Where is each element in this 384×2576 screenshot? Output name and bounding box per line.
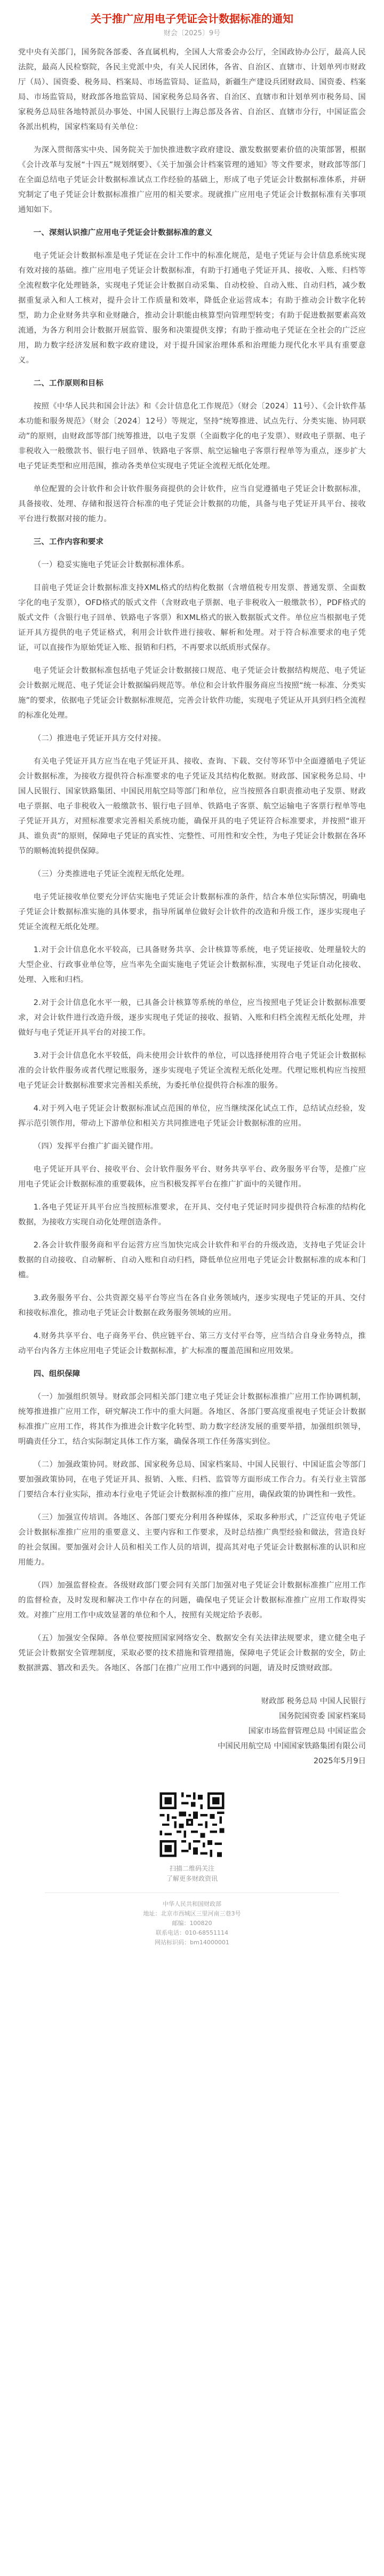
signature-line-1: 财政部 税务总局 中国人民银行	[261, 1697, 366, 1706]
section-3-sub-3-item-2: 2.对于会计信息化水平一般，已具备会计核算等系统的单位，应当按照电子凭证会计数据标准要求，对会计软件进行改造升级，逐步实现电子凭证的接收、报销、入账和归档全流程无纸化处理，并做好与电子凭证开具平台的对接工作。	[18, 999, 366, 1037]
section-3-sub-4-heading: （四）发挥平台推广扩面关键作用。	[33, 1142, 158, 1151]
section-2-paragraph-2: 单位配置的会计软件和会计软件服务商提供的会计软件，应当自觉遵循电子凭证会计数据标准，具备接收、处理、存储和报送符合标准的电子凭证会计数据的功能，具备与电子凭证开具平台、接收平台进行数据对接的能力。	[18, 485, 366, 523]
section-3-sub-3-item-4: 4.对于列入电子凭证会计数据标准试点范围的单位，应当继续深化试点工作，总结试点经验，发挥示范引领作用，带动上下游单位和相关方共同推进电子凭证会计数据标准的应用。	[18, 1104, 366, 1128]
section-1-heading: 一、深刻认识推广应用电子凭证会计数据标准的意义	[33, 229, 213, 237]
salutation: 党中央有关部门，国务院各部委、各直属机构，全国人大常委会办公厅，全国政协办公厅，最高人民法院，最高人民检察院，各民主党派中央，有关人民团体，各省、自治区、直辖市、计划单列市财政厅（局）、国资委、税务局、档案局、市场监管局、证监局，新疆生产建设兵团财政局、国资委、档案局、市场监管局，财政部各地监管局、国家税务总局各省、自治区、直辖市和计划单列市税务局、国家税务总局驻各地特派员办事处、中国人民银行上海总部及各省、自治区、直辖市分行，中国证监会各派出机构，国家档案局有关单位：	[18, 48, 366, 131]
section-4-item-2: （二）加强政策协同。财政部、国家税务总局、国家档案局、中国人民银行、中国证监会等部门要加强政策协同，在电子凭证开具、报销、入账、归档、监管等方面形成工作合力。有关行业主管部门要结合本行业实际，推动本行业电子凭证会计数据标准的推广应用，确保政策的协调性和一致性。	[18, 1460, 366, 1499]
footer-line-2: 地址：北京市西城区三里河南三巷3号	[143, 1910, 241, 1917]
qr-caption-line-1: 扫描二维码关注	[169, 1865, 214, 1872]
signature-line-3: 国家市场监督管理总局 中国证监会	[248, 1727, 366, 1735]
section-3-sub-4-item-4: 4.财务共享平台、电子商务平台、供应链平台、第三方支付平台等，应当结合自身业务特点，推动平台内各方主体应用电子凭证会计数据标准，扩大标准的覆盖范围和应用效果。	[18, 1332, 366, 1355]
qr-caption-line-2: 了解更多财政资讯	[166, 1875, 218, 1882]
section-3-sub-1-paragraph-2: 电子凭证会计数据标准包括电子凭证会计数据接口规范、电子凭证会计数据结构规范、电子凭证会计数据元规范、电子凭证会计数据编码规范等。单位和会计软件服务商应当按照“统一标准、分类实施”的要求，依据电子凭证会计数据标准规范，完善会计软件功能，实现电子凭证从开具到归档全流程的标准化处理。	[18, 666, 366, 720]
section-3-sub-3-item-1: 1.对于会计信息化水平较高，已具备财务共享、会计核算等系统，电子凭证接收、处理量较大的大型企业、行政事业单位等，应当率先全面实施电子凭证会计数据标准，实现电子凭证自动化接收、处理、入账和归档。	[18, 946, 366, 984]
document-number: 财会〔2025〕9号	[163, 29, 221, 37]
notice-body	[18, 45, 366, 1676]
footer-line-3: 邮编：100820	[172, 1920, 212, 1927]
section-1-paragraph: 电子凭证会计数据标准是电子凭证在会计工作中的标准化规范，是电子凭证与会计信息系统实现有效对接的基础。推广应用电子凭证会计数据标准，有助于打通电子凭证开具、接收、入账、归档等全流程数字化处理链条，实现电子凭证会计数据自动采集、自动校验、自动入账、自动归档，减少数据重复录入和人工核对，提升会计工作质量和效率，降低企业运营成本；有助于推动会计数字化转型，助力企业财务共享和业财融合，推动会计职能由核算型向管理型转变；有助于促进数据要素高效流通，为各方利用会计数据开展监管、服务和决策提供支撑；有助于推动电子凭证在全社会的广泛应用，助力数字经济发展和数字政府建设，对于提升国家治理体系和治理能力现代化水平具有重要意义。	[18, 252, 366, 365]
section-3-sub-4-item-2: 2.各会计软件服务商和平台运营方应当加快完成会计软件和平台的升级改造，支持电子凭证会计数据的自动接收、自动解析、自动入账和自动归档，降低单位应用电子凭证会计数据标准的成本和门槛。	[18, 1241, 366, 1279]
footer-line-5: 网站标识码：bm14000001	[155, 1939, 229, 1946]
section-4-item-4: （四）加强监督检查。各级财政部门要会同有关部门加强对电子凭证会计数据标准推广应用工作的监督检查，及时发现和解决工作中存在的问题，确保电子凭证会计数据标准推广应用工作取得实效。对推广应用工作中成效显著的单位和个人，按照有关规定给予表彰。	[18, 1581, 366, 1620]
section-3-sub-3-paragraph: 电子凭证接收单位要充分评估实施电子凭证会计数据标准的条件，结合本单位实际情况，明确电子凭证会计数据标准实施的具体要求，指导所属单位做好会计软件的改造和升级工作，逐步实现电子凭证全流程无纸化处理。	[18, 893, 366, 931]
section-4-heading: 四、组织保障	[33, 1370, 81, 1378]
section-3-sub-1-paragraph-1: 目前电子凭证会计数据标准支持XML格式的结构化数据（含增值税专用发票、普通发票、全面数字化的电子发票），OFD格式的版式文件（含财政电子票据、电子非税收入一般缴款书），PDF格式的版式文件（含银行电子回单、铁路电子客票）和XML格式的嵌入数据版式文件。单位应当根据电子凭证开具方提供的电子凭证格式，利用会计软件进行接收、解析和处理。对于符合标准要求的电子凭证，可以直接作为原始凭证入账、报销和归档，不再要求以纸质形式保存。	[18, 584, 366, 652]
section-3-sub-1-heading: （一）稳妥实施电子凭证会计数据标准体系。	[33, 561, 189, 569]
section-3-sub-2-paragraph: 有关电子凭证开具方应当在电子凭证开具、接收、查询、下载、交付等环节中全面遵循电子凭证会计数据标准，为接收方提供符合标准要求的电子凭证及其结构化数据。财政部、国家税务总局、中国人民银行、国家铁路集团、中国民用航空局等部门和单位，应当按照各自职责推动电子发票、财政电子票据、电子非税收入一般缴款书、银行电子回单、铁路电子客票、航空运输电子客票行程单等电子凭证开具方，对照标准要求完善相关系统功能，确保开具的电子凭证符合标准要求，并按照“谁开具、谁负责”的原则，保障电子凭证的真实性、完整性、可用性和安全性，为电子凭证会计数据在各环节的顺畅流转提供保障。	[18, 757, 366, 855]
signature-block	[18, 1694, 366, 1769]
section-3-sub-4-paragraph: 电子凭证开具平台、接收平台、会计软件服务平台、财务共享平台、政务服务平台等，是推广应用电子凭证会计数据标准的重要载体，应当积极发挥平台在推广扩面中的关键作用。	[18, 1165, 366, 1189]
section-3-sub-4-item-3: 3.政务服务平台、公共资源交易平台等应当在各自业务领域内，逐步实现电子凭证的开具、交付和接收标准化，推动电子凭证会计数据在政务服务领域的应用。	[18, 1294, 366, 1317]
qr-code	[157, 1790, 227, 1859]
page-title: 关于推广应用电子凭证会计数据标准的通知	[91, 12, 293, 25]
section-3-sub-3-item-3: 3.对于会计信息化水平较低，尚未使用会计软件的单位，可以选择使用符合电子凭证会计数据标准的会计软件服务或者代理记账服务，逐步实现电子凭证全流程无纸化处理。代理记账机构应当按照电子凭证会计数据标准要求完善相关系统，为委托单位提供符合标准的服务。	[18, 1051, 366, 1090]
section-2-paragraph-1: 按照《中华人民共和国会计法》和《会计信息化工作规范》（财会〔2024〕11号）、《会计软件基本功能和服务规范》（财会〔2024〕12号）等规定，坚持“统筹推进、试点先行、分类实施、协同联动”的原则，由财政部等部门统筹推进，以电子发票（全面数字化的电子发票）、财政电子票据、电子非税收入一般缴款书、银行电子回单、铁路电子客票、航空运输电子客票行程单等为重点，逐步扩大电子凭证类型和应用范围，推动各类单位实现电子凭证全流程无纸化处理。	[18, 402, 366, 470]
qr-caption	[18, 1864, 366, 1884]
section-3-sub-3-heading: （三）分类推进电子凭证全流程无纸化处理。	[33, 870, 189, 878]
section-2-heading: 二、工作原则和目标	[33, 379, 104, 388]
section-3-sub-2-heading: （二）推进电子凭证开具方交付对接。	[33, 734, 166, 743]
footer-line-4: 联系电话：010-68551114	[156, 1929, 228, 1936]
site-footer	[45, 1892, 339, 1947]
section-3-heading: 三、工作内容和要求	[33, 538, 104, 546]
section-4-item-5: （五）加强安全保障。各单位要按照国家网络安全、数据安全有关法律法规要求，建立健全电子凭证会计数据安全管理制度，采取必要的技术措施和管理措施，保障电子凭证会计数据的安全，防止数据泄露、篡改和丢失。各地区、各部门在推广应用工作中遇到的问题，请及时反馈财政部。	[18, 1634, 366, 1672]
signature-line-2: 国务院国资委 国家档案局	[279, 1712, 366, 1721]
signature-date: 2025年5月9日	[313, 1757, 366, 1765]
signature-line-4: 中国民用航空局 中国国家铁路集团有限公司	[218, 1742, 366, 1750]
intro-paragraph: 为深入贯彻落实中央、国务院关于加快推进数字政府建设、激发数据要素价值的决策部署，根据《会计改革与发展“十四五”规划纲要》、《关于加强会计档案管理的通知》等文件要求，财政部等部门在全面总结电子凭证会计数据标准试点工作经验的基础上，形成了电子凭证会计数据标准体系，并研究制定了电子凭证会计数据标准推广应用的相关要求。现就推广应用电子凭证会计数据标准有关事项通知如下。	[18, 146, 366, 214]
qr-code-icon	[157, 1790, 227, 1859]
footer-line-1: 中华人民共和国财政部	[163, 1900, 221, 1907]
section-4-item-3: （三）加强宣传培训。各地区、各部门要充分利用各种媒体，采取多种形式，广泛宣传电子凭证会计数据标准推广应用的重要意义、主要内容和工作要求，及时总结推广典型经验和做法，营造良好的社会氛围。要加强对会计人员和相关工作人员的培训，提高其对电子凭证会计数据标准的认识和应用能力。	[18, 1513, 366, 1567]
section-3-sub-4-item-1: 1.各电子凭证开具平台应当按照标准要求，在开具、交付电子凭证时同步提供符合标准的结构化数据，为接收方实现自动化处理创造条件。	[18, 1203, 366, 1227]
section-4-item-1: （一）加强组织领导。财政部会同相关部门建立电子凭证会计数据标准推广应用工作协调机制，统筹推进推广应用工作，研究解决工作中的重大问题。各地区、各部门要高度重视电子凭证会计数据标准推广应用工作，将其作为推进会计数字化转型、助力数字经济发展的重要举措，加强组织领导，明确责任分工，结合实际制定具体工作方案，确保各项工作任务落实到位。	[18, 1393, 366, 1446]
